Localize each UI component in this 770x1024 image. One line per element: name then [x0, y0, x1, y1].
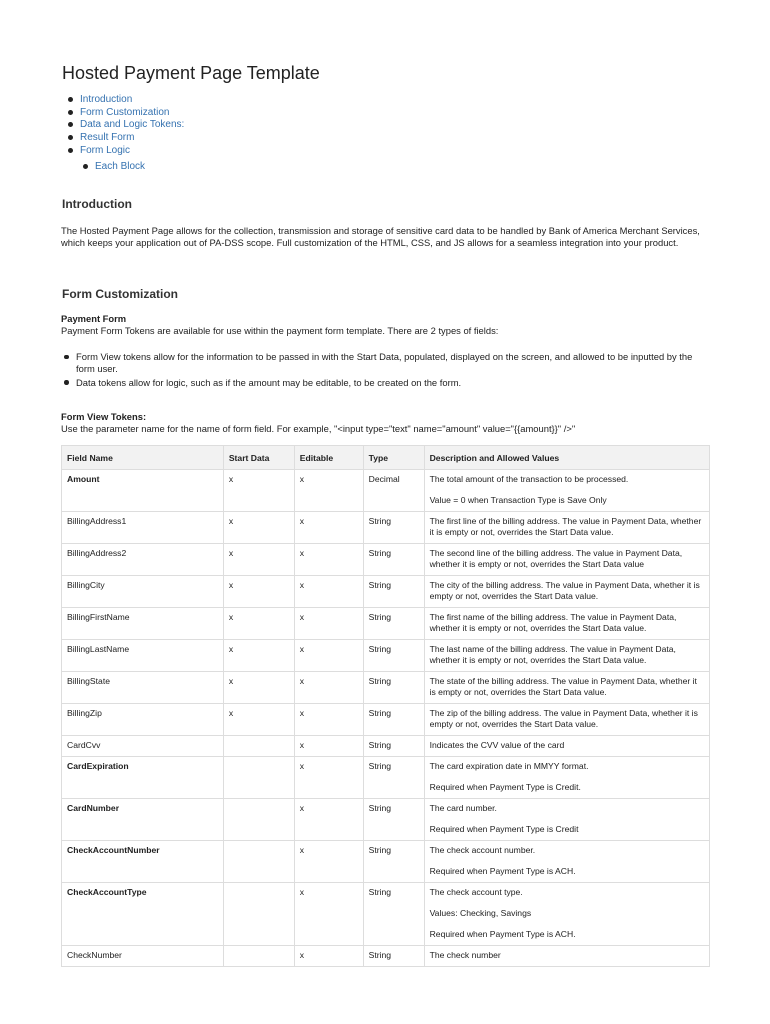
field-name-cell: CheckAccountNumber: [62, 841, 224, 883]
description-cell: [424, 672, 709, 704]
field-types-list: [62, 351, 712, 390]
type-cell: String: [363, 704, 424, 736]
page-title: Hosted Payment Page Template: [62, 63, 320, 83]
table-row: [62, 736, 710, 757]
start-data-cell: x: [223, 576, 294, 608]
description-line: The card number.: [429, 803, 497, 813]
type-cell: String: [363, 841, 424, 883]
editable-cell: x: [294, 640, 363, 672]
table-row: [62, 704, 710, 736]
column-header-type: Type: [363, 446, 424, 470]
list-item: Form View tokens allow for the information to be passed in with the Start Data, populated, displayed on the screen, and allowed to be inputted by the form user.: [62, 351, 712, 376]
type-cell: String: [363, 757, 424, 799]
type-cell: String: [363, 799, 424, 841]
editable-cell: x: [294, 704, 363, 736]
start-data-cell: x: [223, 512, 294, 544]
list-item: Data tokens allow for logic, such as if the amount may be editable, to be created on the form.: [62, 377, 712, 389]
type-cell: String: [363, 883, 424, 946]
toc-link-data-and-logic-tokens[interactable]: Data and Logic Tokens:: [68, 119, 184, 132]
table-row: [62, 608, 710, 640]
toc-link-form-customization[interactable]: Form Customization: [68, 107, 184, 120]
form-customization-heading: Form Customization: [62, 287, 178, 301]
description-line: Indicates the CVV value of the card: [429, 740, 565, 750]
start-data-cell: x: [223, 672, 294, 704]
toc-link-introduction[interactable]: Introduction: [68, 94, 184, 107]
start-data-cell: x: [223, 544, 294, 576]
description-line: The zip of the billing address. The value in Payment Data, whether it is empty or not, overrides the Start Data value.: [429, 708, 698, 729]
description-line: The last name of the billing address. The value in Payment Data, whether it is empty or not, overrides the Start Data value.: [429, 644, 676, 665]
description-cell: [424, 576, 709, 608]
start-data-cell: [223, 946, 294, 967]
description-line: The card expiration date in MMYY format.: [429, 761, 589, 771]
description-cell: [424, 757, 709, 799]
column-header-start-data: Start Data: [223, 446, 294, 470]
editable-cell: x: [294, 470, 363, 512]
type-cell: String: [363, 672, 424, 704]
table-of-contents: [68, 94, 184, 173]
description-cell: [424, 946, 709, 967]
editable-cell: x: [294, 841, 363, 883]
editable-cell: x: [294, 512, 363, 544]
column-header-editable: Editable: [294, 446, 363, 470]
payment-form-subheading: Payment Form: [61, 313, 127, 324]
toc-link-result-form[interactable]: Result Form: [68, 132, 184, 145]
start-data-cell: [223, 736, 294, 757]
form-view-tokens-table: [61, 445, 710, 967]
editable-cell: x: [294, 757, 363, 799]
editable-cell: x: [294, 576, 363, 608]
payment-form-text: Payment Form Tokens are available for use within the payment form template. There are 2 types of fields:: [61, 325, 499, 336]
description-line: The city of the billing address. The value in Payment Data, whether it is empty or not, overrides the Start Data value.: [429, 580, 700, 601]
description-cell: [424, 704, 709, 736]
editable-cell: x: [294, 799, 363, 841]
introduction-heading: Introduction: [62, 197, 132, 211]
field-name-cell: BillingFirstName: [62, 608, 224, 640]
start-data-cell: [223, 757, 294, 799]
type-cell: String: [363, 512, 424, 544]
start-data-cell: [223, 883, 294, 946]
type-cell: String: [363, 736, 424, 757]
field-name-cell: CheckNumber: [62, 946, 224, 967]
description-cell: [424, 640, 709, 672]
field-name-cell: BillingAddress2: [62, 544, 224, 576]
description-line: Required when Payment Type is Credit: [429, 824, 579, 834]
column-header-field-name: Field Name: [62, 446, 224, 470]
column-header-description: Description and Allowed Values: [424, 446, 709, 470]
description-cell: [424, 736, 709, 757]
field-name-cell: BillingZip: [62, 704, 224, 736]
description-line: Required when Payment Type is ACH.: [429, 929, 576, 939]
type-cell: String: [363, 640, 424, 672]
field-name-cell: CheckAccountType: [62, 883, 224, 946]
start-data-cell: [223, 841, 294, 883]
start-data-cell: x: [223, 640, 294, 672]
type-cell: String: [363, 946, 424, 967]
field-name-cell: CardExpiration: [62, 757, 224, 799]
start-data-cell: x: [223, 470, 294, 512]
introduction-text: The Hosted Payment Page allows for the collection, transmission and storage of sensitive card data to be handled by Bank of America Merchant Services, which keeps your application out of PA-DSS scope. Full customization of the HTML, CSS, and JS allows for a seamless integration into your product.: [61, 225, 700, 249]
table-row: [62, 470, 710, 512]
table-row: [62, 757, 710, 799]
editable-cell: x: [294, 946, 363, 967]
toc-link-each-block[interactable]: Each Block: [83, 161, 184, 174]
description-line: The first name of the billing address. The value in Payment Data, whether it is empty or not, overrides the Start Data value.: [429, 612, 677, 633]
description-cell: [424, 799, 709, 841]
field-name-cell: BillingLastName: [62, 640, 224, 672]
description-cell: [424, 544, 709, 576]
field-name-cell: CardNumber: [62, 799, 224, 841]
start-data-cell: x: [223, 608, 294, 640]
description-line: The check account type.: [429, 887, 523, 897]
description-line: The first line of the billing address. The value in Payment Data, whether it is empty or not, overrides the Start Data value.: [429, 516, 702, 537]
type-cell: String: [363, 544, 424, 576]
description-line: Required when Payment Type is Credit.: [429, 782, 581, 792]
type-cell: Decimal: [363, 470, 424, 512]
start-data-cell: [223, 799, 294, 841]
field-name-cell: BillingAddress1: [62, 512, 224, 544]
description-cell: [424, 470, 709, 512]
table-row: [62, 640, 710, 672]
editable-cell: x: [294, 672, 363, 704]
form-view-tokens-heading: Form View Tokens:: [61, 411, 147, 422]
description-line: The total amount of the transaction to be processed.: [429, 474, 629, 484]
table-row: [62, 799, 710, 841]
table-row: [62, 512, 710, 544]
table-row: [62, 672, 710, 704]
table-row: [62, 841, 710, 883]
description-cell: [424, 841, 709, 883]
table-row: [62, 544, 710, 576]
editable-cell: x: [294, 736, 363, 757]
table-header-row: [62, 446, 710, 470]
table-body: [62, 470, 710, 967]
description-cell: [424, 883, 709, 946]
table-row: [62, 946, 710, 967]
description-line: Values: Checking, Savings: [429, 908, 532, 918]
editable-cell: x: [294, 544, 363, 576]
field-name-cell: Amount: [62, 470, 224, 512]
description-line: The state of the billing address. The value in Payment Data, whether it is empty or not, overrides the Start Data value.: [429, 676, 697, 697]
toc-link-form-logic[interactable]: Form Logic: [68, 145, 184, 158]
description-line: The check number: [429, 950, 501, 960]
editable-cell: x: [294, 608, 363, 640]
description-line: Value = 0 when Transaction Type is Save Only: [429, 495, 607, 505]
form-view-tokens-text: Use the parameter name for the name of form field. For example, "<input type="text" name="amount" value="{{amount}}" />": [61, 423, 576, 434]
editable-cell: x: [294, 883, 363, 946]
type-cell: String: [363, 608, 424, 640]
description-cell: [424, 512, 709, 544]
table-row: [62, 576, 710, 608]
start-data-cell: x: [223, 704, 294, 736]
description-line: The second line of the billing address. The value in Payment Data, whether it is empty or not, overrides the Start Data value: [429, 548, 683, 569]
field-name-cell: CardCvv: [62, 736, 224, 757]
field-name-cell: BillingState: [62, 672, 224, 704]
field-name-cell: BillingCity: [62, 576, 224, 608]
description-cell: [424, 608, 709, 640]
table-row: [62, 883, 710, 946]
description-line: Required when Payment Type is ACH.: [429, 866, 576, 876]
type-cell: String: [363, 576, 424, 608]
description-line: The check account number.: [429, 845, 536, 855]
